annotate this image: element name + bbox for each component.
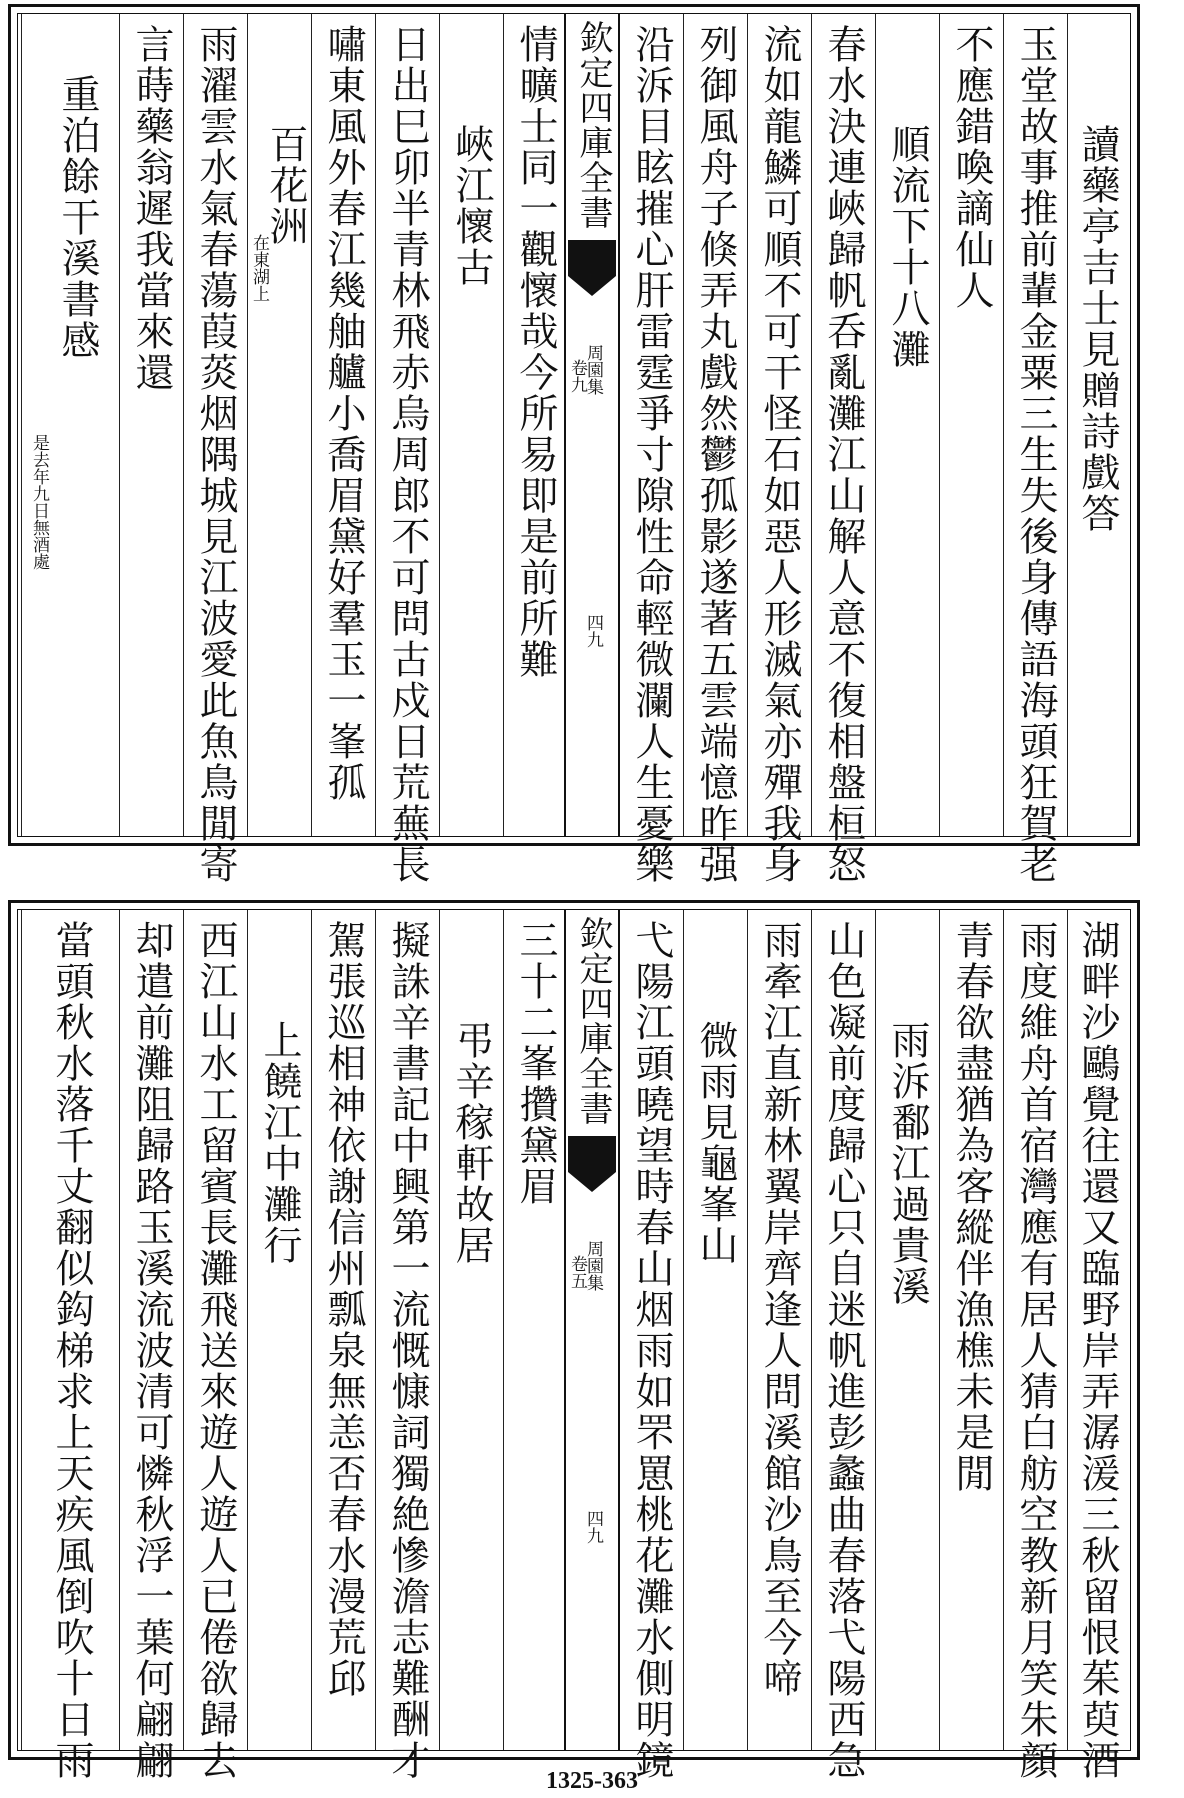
text-column: [939, 910, 1004, 1750]
poem-line: 湖畔沙鷗覺往還又臨野岸弄潺湲三秋留恨茱萸酒: [1075, 920, 1120, 1781]
top-page-frame: [17, 13, 1131, 885]
text-column: [21, 910, 120, 1781]
poem-line: 雨度維舟首宿灣應有居人猜白舫空教新月笑朱顔: [1013, 920, 1058, 1781]
poem-line: 三十二峯攢黛眉: [513, 920, 558, 1207]
banner-title: 欽定四庫全書: [573, 916, 613, 1126]
poem-line: 雨牽江直新林翼岸齊逢人問溪館沙鳥至今啼: [757, 920, 802, 1699]
banner-title: 欽定四庫全書: [573, 20, 613, 230]
poem-line: 嘯東風外春江幾舳艫小喬眉黛好羣玉一峯孤: [321, 24, 366, 803]
text-column: [875, 14, 940, 836]
text-column: [747, 910, 812, 1750]
text-column: [811, 14, 876, 885]
poem-title: 上饒江中灘行: [257, 1020, 302, 1266]
poem-title: 重泊餘干溪書感: [55, 74, 100, 361]
poem-title: 讀藥亭吉士見贈詩戲答: [1075, 124, 1120, 534]
text-column: [375, 910, 440, 1781]
text-column: [811, 910, 876, 1781]
banner-leaf-number: 四九: [583, 614, 603, 648]
poem-line: 列御風舟子倏弄丸戲然鬱孤影遂著五雲端憶昨强: [693, 24, 738, 885]
text-column: [119, 14, 184, 836]
banner-volume: 卷五: [567, 1255, 587, 1289]
poem-title: 百花洲: [263, 124, 308, 247]
fish-tail-ornament: [568, 1136, 616, 1172]
text-column: [311, 14, 376, 836]
text-column: [503, 14, 568, 836]
poem-title: 順流下十八灘: [885, 124, 930, 370]
text-column: [1067, 910, 1130, 1781]
banner-collection-name: 周園集: [583, 1240, 603, 1291]
fish-tail-ornament: [568, 240, 616, 276]
banner-leaf-number: 四九: [583, 1510, 603, 1544]
text-column: [247, 910, 312, 1750]
poem-line: 雨濯雲水氣春蕩葭菼烟隅城見江波愛此魚鳥閒寄: [193, 24, 238, 885]
poem-line: 日出巳卯半青林飛赤烏周郎不可問古戍日荒蕪長: [385, 24, 430, 885]
poem-line: 言蒔藥翁遲我當來還: [129, 24, 174, 393]
text-column: [439, 910, 504, 1750]
poem-line: 春水決連峽歸帆呑亂灘江山解人意不復相盤桓怒: [821, 24, 866, 885]
text-column: [503, 910, 568, 1750]
banner-collection-name: 周園集: [583, 344, 603, 395]
poem-title: 雨泝鄱江過貴溪: [885, 1020, 930, 1307]
poem-title: 弔辛稼軒故居: [449, 1020, 494, 1266]
poem-line: 玉堂故事推前輩金粟三生失後身傳語海頭狂賀老: [1013, 24, 1058, 885]
poem-line: 却遣前灘阻歸路玉溪流波清可憐秋浮一葉何翩翩: [129, 920, 174, 1781]
poem-title: 峽江懷古: [449, 124, 494, 288]
text-column: [747, 14, 812, 885]
text-column: [183, 14, 248, 885]
title-annotation: 在東湖上: [249, 234, 269, 302]
text-column: [311, 910, 376, 1750]
top-page-panel: [8, 4, 1140, 885]
poem-line: 擬誅辛書記中興第一流慨慷詞獨絶慘澹志難酬才: [385, 920, 430, 1781]
text-column: [1003, 910, 1068, 1781]
poem-line: 弋陽江頭曉望時春山烟雨如罘罳桃花灘水側明鏡: [629, 920, 674, 1781]
poem-line: 流如龍鱗可順不可干怪石如惡人形滅氣亦殫我身: [757, 24, 802, 885]
banner-volume: 卷九: [567, 359, 587, 393]
poem-line: 西江山水工留賓長灘飛送來遊人遊人已倦欲歸去: [193, 920, 238, 1781]
text-column: [619, 14, 684, 885]
poem-line: 山色凝前度歸心只自迷帆進彭蠡曲春落弋陽西急: [821, 920, 866, 1781]
title-annotation: 是去年九日無酒處: [29, 434, 49, 570]
poem-line: 不應錯喚謫仙人: [949, 24, 994, 311]
poem-title: 微雨見龜峯山: [693, 1020, 738, 1266]
text-column: [119, 910, 184, 1781]
text-column: [375, 14, 440, 885]
text-column: [683, 14, 748, 885]
text-column: [939, 14, 1004, 836]
text-column: [439, 14, 504, 836]
text-column: [619, 910, 684, 1781]
text-column: [875, 910, 940, 1750]
text-column: [683, 910, 748, 1750]
poem-line: 青春欲盡猶為客縱伴漁樵未是閒: [949, 920, 994, 1494]
text-column: [21, 14, 120, 836]
poem-line: 當頭秋水落千丈翻似鈎梯求上天疾風倒吹十日雨: [49, 920, 94, 1781]
text-column: [247, 14, 312, 836]
poem-line: 沿泝目眩摧心肝雷霆爭寸隙性命輕微瀾人生憂樂: [629, 24, 674, 885]
text-column: [1003, 14, 1068, 885]
poem-line: 駕張巡相神依謝信州瓢泉無恙否春水漫荒邱: [321, 920, 366, 1699]
poem-line: 情曠士同一觀懷哉今所易即是前所難: [513, 24, 558, 680]
text-column: [1067, 14, 1130, 836]
text-column: [183, 910, 248, 1781]
center-banner: [564, 910, 620, 1750]
page-number: 1325-363: [546, 1768, 638, 1794]
center-banner: [564, 14, 620, 836]
